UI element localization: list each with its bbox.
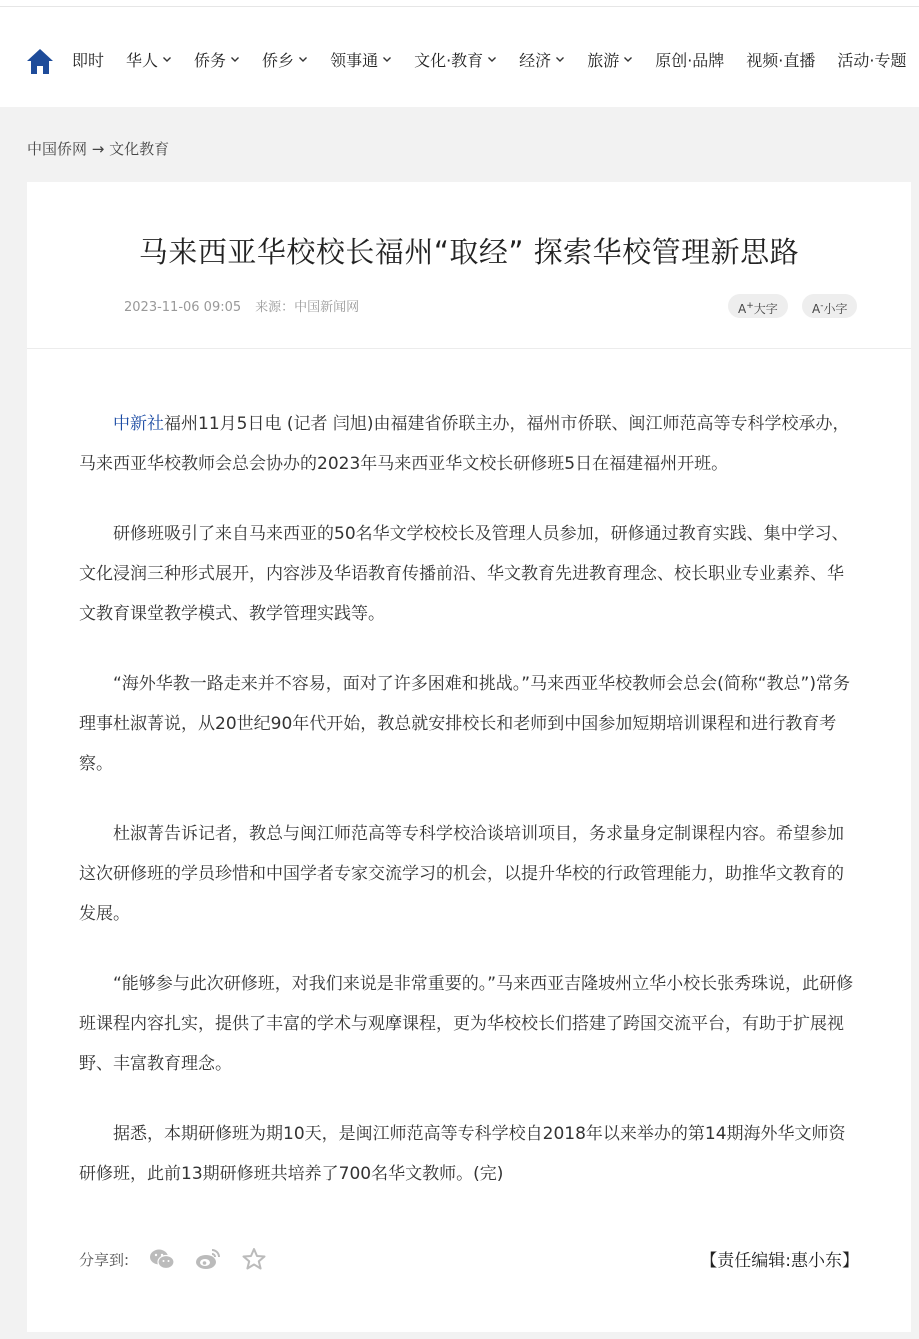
- nav-item-6[interactable]: [519, 48, 565, 70]
- nav-item-label: 经济: [519, 50, 552, 70]
- nav-item-label: 原创·品牌: [655, 50, 725, 70]
- font-small-button[interactable]: A-小字: [802, 294, 857, 318]
- nav-item-label: 视频·直播: [746, 50, 816, 70]
- nav-item-3[interactable]: [262, 48, 308, 70]
- article-source: 来源：中国新闻网: [255, 300, 360, 315]
- nav-item-5[interactable]: [414, 48, 497, 70]
- chevron-down-icon: [162, 54, 172, 64]
- top-border: [0, 0, 919, 7]
- article-title: 马来西亚华校校长福州“取经” 探索华校管理新思路: [138, 235, 800, 269]
- breadcrumb[interactable]: 中国侨网 → 文化教育: [27, 140, 170, 158]
- font-small-label: 小字: [823, 302, 848, 316]
- font-large-button[interactable]: A+大字: [728, 294, 788, 318]
- weibo-icon[interactable]: [195, 1247, 221, 1271]
- share-label: 分享到:: [79, 1250, 130, 1269]
- paragraph-4: 杜淑菁告诉记者，教总与闽江师范高等专科学校洽谈培训项目，务求量身定制课程内容。希望参加这次研修班的学员珍惜和中国学者专家交流学习的机会，以提升华校的行政管理能力，助推华文教育的发展。: [79, 824, 844, 924]
- nav-item-label: 华人: [126, 50, 159, 70]
- nav-item-8[interactable]: [655, 48, 724, 70]
- nav-item-label: 旅游: [587, 50, 620, 70]
- article-card: [27, 182, 911, 1332]
- paragraph-3: “海外华教一路走来并不容易，面对了许多困难和挑战。”马来西亚华校教师会总会(简称“教总”)常务理事杜淑菁说，从20世纪90年代开始，教总就安排校长和老师到中国参加短期培训课程和进行教育考察。: [79, 674, 850, 774]
- chevron-down-icon: [382, 54, 392, 64]
- favorite-star-icon[interactable]: [241, 1247, 267, 1271]
- publish-date: 2023-11-06 09:05: [124, 300, 242, 315]
- nav-item-label: 侨乡: [262, 50, 295, 70]
- nav-item-label: 侨务: [194, 50, 227, 70]
- nav-item-10[interactable]: [837, 48, 906, 70]
- nav-item-0[interactable]: [72, 48, 104, 70]
- chevron-down-icon: [487, 54, 497, 64]
- article-header: [27, 182, 911, 349]
- paragraph-6: 据悉，本期研修班为期10天，是闽江师范高等专科学校自2018年以来举办的第14期海外华文师资研修班，此前13期研修班共培养了700名华文教师。(完): [79, 1124, 846, 1184]
- nav-item-7[interactable]: [587, 48, 633, 70]
- paragraph-2: 研修班吸引了来自马来西亚的50名华文学校校长及管理人员参加，研修通过教育实践、集中学习、文化浸润三种形式展开，内容涉及华语教育传播前沿、华文教育先进教育理念、校长职业专业素养、华文教育课堂教学模式、教学管理实践等。: [79, 524, 849, 624]
- nav-item-label: 即时: [72, 50, 105, 70]
- home-icon[interactable]: [26, 47, 54, 75]
- chevron-down-icon: [555, 54, 565, 64]
- chevron-down-icon: [623, 54, 633, 64]
- paragraph-1: 中新社福州11月5日电 (记者 闫旭)由福建省侨联主办，福州市侨联、闽江师范高等专科学校承办，马来西亚华校教师会总会协办的2023年马来西亚华文校长研修班5日在福建福州开班。: [79, 414, 850, 474]
- paragraph-5: “能够参与此次研修班，对我们来说是非常重要的。”马来西亚吉隆坡州立华小校长张秀珠说，此研修班课程内容扎实，提供了丰富的学术与观摩课程，更为华校校长们搭建了跨国交流平台，有助于扩展视野、丰富教育理念。: [79, 974, 854, 1074]
- nav-item-2[interactable]: [194, 48, 240, 70]
- font-large-label: 大字: [753, 302, 778, 316]
- nav-item-label: 文化·教育: [414, 50, 484, 70]
- chevron-down-icon: [298, 54, 308, 64]
- nav-item-1[interactable]: [126, 48, 172, 70]
- nav-menu: [72, 48, 919, 70]
- top-nav: [0, 7, 919, 107]
- source-link[interactable]: 中新社: [113, 414, 164, 434]
- article-body: [79, 404, 859, 1224]
- nav-item-label: 活动·专题: [837, 50, 907, 70]
- nav-item-9[interactable]: [746, 48, 815, 70]
- nav-item-4[interactable]: [330, 48, 392, 70]
- nav-item-label: 领事通: [330, 50, 379, 70]
- wechat-icon[interactable]: [149, 1247, 175, 1271]
- article-meta: [124, 296, 359, 315]
- responsible-editor: 【责任编辑:惠小东】: [700, 1251, 859, 1271]
- chevron-down-icon: [230, 54, 240, 64]
- share-bar: [79, 1247, 267, 1271]
